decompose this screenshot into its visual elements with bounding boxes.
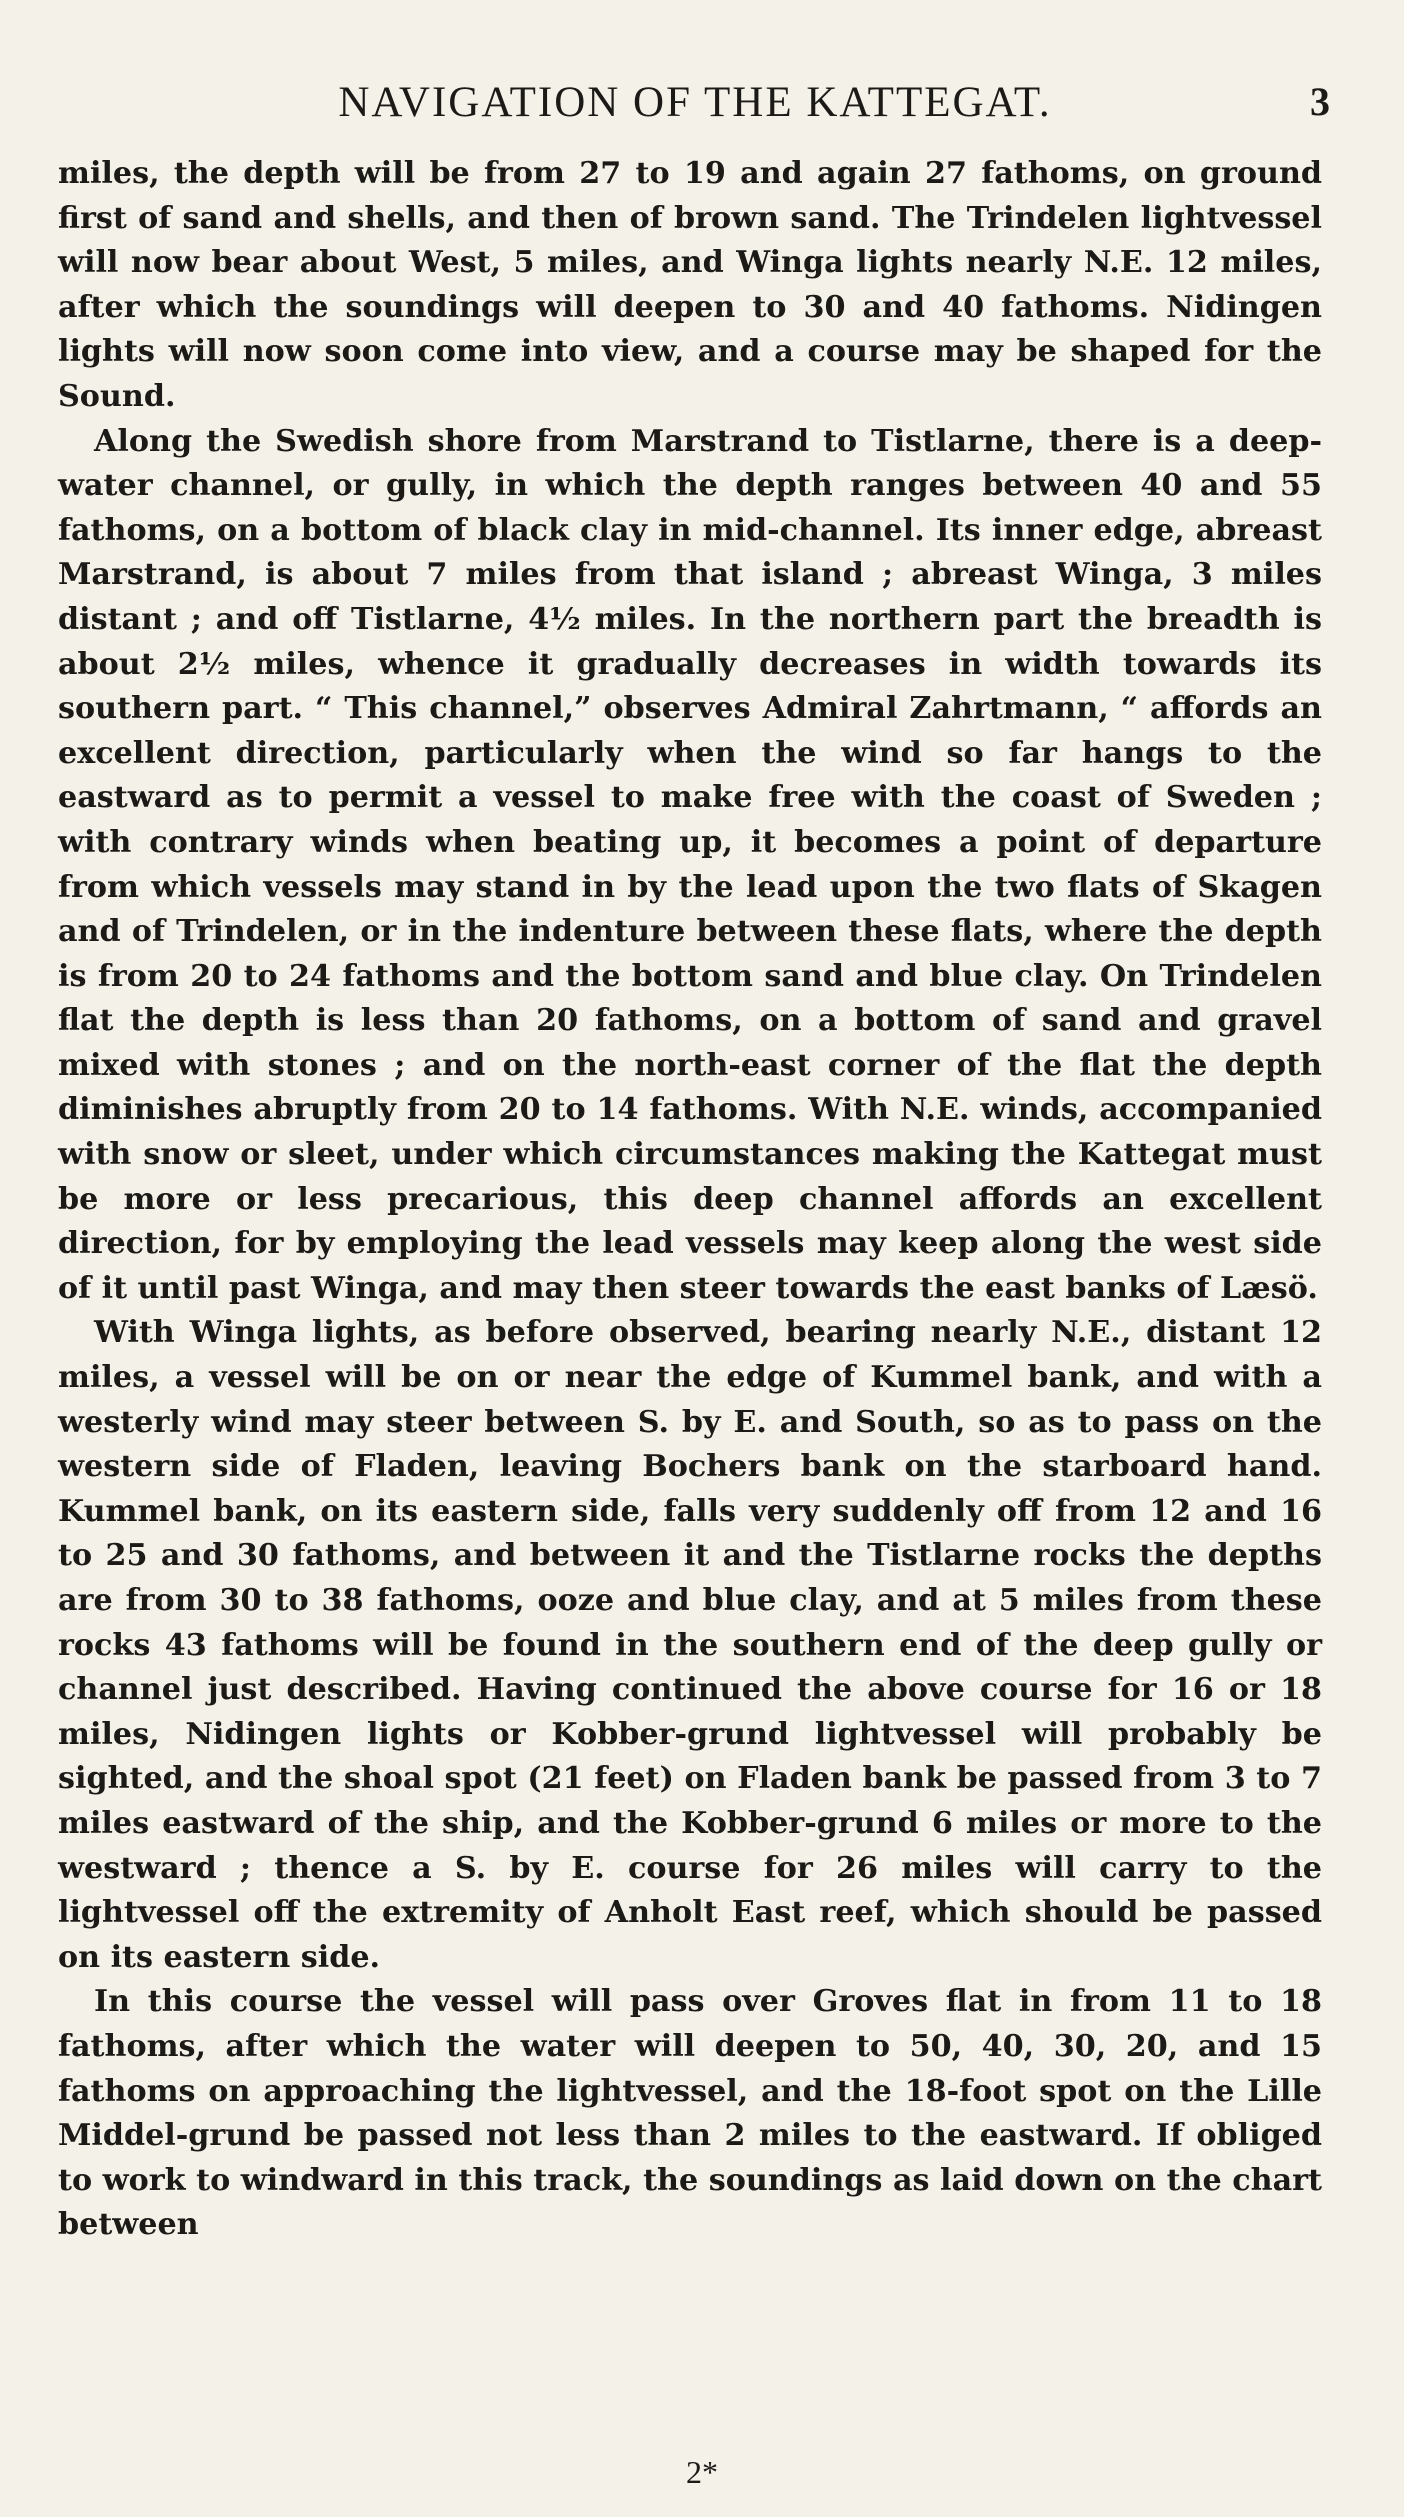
paragraph-2: Along the Swedish shore from Marstrand to Tistlarne, there is a deep-water channel, or gully, in which the depth ranges between 40 and 55 fathoms, on a bottom of black clay in mid-channel. Its inner edge, abreast Marstrand, is about 7 miles from that island ; abreast Winga, 3 miles distant ; and off Tistlarne, 4½ miles. In the northern part the breadth is about 2½ miles, whence it gradually decreases in width towards its southern part. “ This channel,” observes Admiral Zahrtmann, “ affords an excellent direction, particularly when the wind so far hangs to the eastward as to permit a vessel to make free with the coast of Sweden ; with contrary winds when beating up, it becomes a point of departure from which vessels may stand in by the lead upon the two flats of Skagen and of Trindelen, or in the indenture between these flats, where the depth is from 20 to 24 fathoms and the bottom sand and blue clay. On Trindelen flat the depth is less than 20 fathoms, on a bottom of sand and gravel mixed with stones ; and on the north-east corner of the flat the depth diminishes abruptly from 20 to 14 fathoms. With N.E. winds, accompanied with snow or sleet, under which circumstances making the Kattegat must be more or less precarious, this deep channel affords an excellent direction, for by employing the lead vessels may keep along the west side of it until past Winga, and may then steer towards the east banks of Læsö. [58, 423, 1322, 1306]
paragraph-3: With Winga lights, as before observed, bearing nearly N.E., distant 12 miles, a vessel will be on or near the edge of Kummel bank, and with a westerly wind may steer between S. by E. and South, so as to pass on the western side of Fladen, leaving Bochers bank on the starboard hand. Kummel bank, on its eastern side, falls very suddenly off from 12 and 16 to 25 and 30 fathoms, and between it and the Tistlarne rocks the depths are from 30 to 38 fathoms, ooze and blue clay, and at 5 miles from these rocks 43 fathoms will be found in the southern end of the deep gully or channel just described. Having continued the above course for 16 or 18 miles, Nidingen lights or Kobber-grund lightvessel will probably be sighted, and the shoal spot (21 feet) on Fladen bank be passed from 3 to 7 miles eastward of the ship, and the Kobber-grund 6 miles or more to the westward ; thence a S. by E. course for 26 miles will carry to the lightvessel off the extremity of Anholt East reef, which should be passed on its eastern side. [58, 1315, 1322, 1975]
page-title: NAVIGATION OF THE KATTEGAT. [338, 79, 1052, 126]
signature-mark: 2* [686, 2454, 718, 2490]
page-number: 3 [1310, 79, 1330, 124]
paragraph-4: In this course the vessel will pass over Groves flat in from 11 to 18 fathoms, after which the water will deepen to 50, 40, 30, 20, and 15 fathoms on approaching the lightvessel, and the 18-foot spot on the Lille Middel-grund be passed not less than 2 miles to the eastward. If obliged to work to windward in this track, the soundings as laid down on the chart between [58, 1984, 1322, 2243]
body-text [58, 152, 1322, 2248]
paragraph-1: miles, the depth will be from 27 to 19 and again 27 fathoms, on ground first of sand and shells, and then of brown sand. The Trindelen lightvessel will now bear about West, 5 miles, and Winga lights nearly N.E. 12 miles, after which the soundings will deepen to 30 and 40 fathoms. Nidingen lights will now soon come into view, and a course may be shaped for the Sound. [58, 156, 1322, 414]
running-head [60, 72, 1330, 132]
